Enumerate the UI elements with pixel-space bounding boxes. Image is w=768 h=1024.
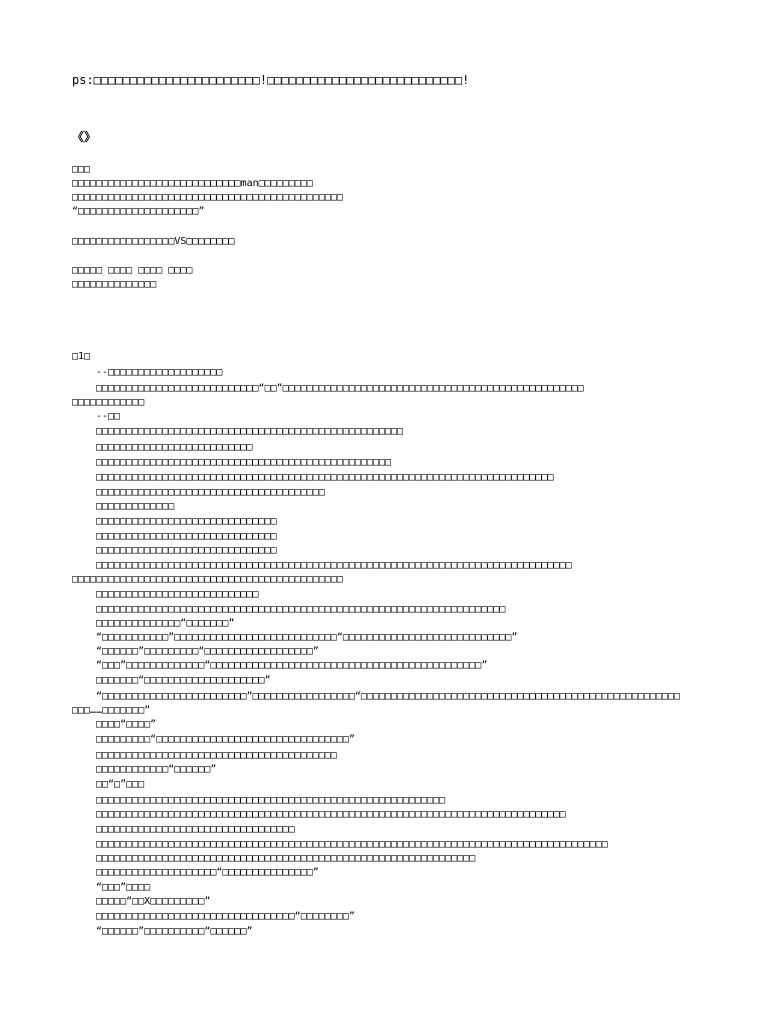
ps-note: ps:□□□□□□□□□□□□□□□□□□□□□□□!□□□□□□□□□□□□□□□□□□□□□□□□□□□!: [72, 73, 470, 87]
text-line: □□“□”□□□: [96, 779, 145, 790]
text-line: □□□□□□□□□□□□□□□□□□□□□□□□□□□□□□: [96, 545, 277, 556]
text-line: □□□□□□□□□□□□□□□□□□□□□□□□□□□□□□□□□□□□□□□□□□□□□□□□□□□: [96, 426, 404, 437]
text-line: “□□□□□□”□□□□□□□□□□“□□□□□□”: [96, 926, 253, 937]
text-line: --□□□□□□□□□□□□□□□□□□□: [96, 367, 223, 378]
text-line: □□□□□□□□□□□□□□“□□□□□□□”: [96, 618, 235, 629]
text-line: □□□□□□□□□□□□□□□□□□□□□□□□□□□□□□□□□□□□□□□□□□□□□□□□□□□□□□□□□□□□□□□: [96, 853, 476, 864]
text-line: □□□□□□□“□□□□□□□□□□□□□□□□□□□□”: [96, 675, 271, 686]
text-line: □□□□□□□□□□□□□□□□□□□□□□□□□□□□□□□□□□□□□□□□□□□□□: [72, 574, 343, 585]
text-line: □□□□□□□□□□□□□□□□□□□□□□□□□□□“□□”□□□□□□□□□□□□□□□□□□□□□□□□□□□□□□□□□□□□□□□□□□□□□□□□□□: [96, 383, 584, 394]
text-line: □□□□□□□□□□□□□: [96, 501, 175, 512]
text-line: □□□□□□□□□□□□□□: [72, 279, 157, 290]
text-line: “□□□”□□□□: [96, 882, 151, 893]
text-line: □□□□□□□□□□□□□□□□□□□□□□□□□□□□□□□□□□□□□□□□: [96, 750, 337, 761]
text-line: “□□□□□□□□□□□□□□□□□□□□□□□□”□□□□□□□□□□□□□□□□□“□□□□□□□□□□□□□□□□□□□□□□□□□□□□□□□□□□□□□□□□□□□□□□□□□□□□□: [96, 691, 680, 702]
text-line: □□□□□□□□□□□□□□□□□□□□“□□□□□□□□□□□□□□□”: [96, 867, 319, 878]
text-line: “□□□”□□□□□□□□□□□□□“□□□□□□□□□□□□□□□□□□□□□□□□□□□□□□□□□□□□□□□□□□□□□”: [96, 660, 488, 671]
text-line: □□□□□□□□□□□□□□□□□□□□□□□□□□□□□□□□□□□□□□□□□□□□□□□□□□□□□□□□□□□□□□□□□□□□: [96, 604, 506, 615]
text-line: □□□□□□□□□□□□□□□□□□□□□□□□□□□□□□□□□□□□□□□□□□□□□□□□□□□□□□□□□□: [96, 795, 446, 806]
book-title-brackets: 《》: [72, 130, 97, 144]
text-line: □□□□“□□□□”: [96, 719, 157, 730]
text-line: □□□□□□□□□□□□“□□□□□□”: [96, 764, 217, 775]
text-line: □□□□□□□□□□□□□□□□□□□□□□□□□□□□□□□□□□□□□□: [96, 487, 325, 498]
text-line: □□□□□□□□□□□□□□□□□□□□□□□□□□□□□□: [96, 516, 277, 527]
text-line: □□□□□□□□□“□□□□□□□□□□□□□□□□□□□□□□□□□□□□□□□□”: [96, 734, 355, 745]
text-line: □□□□□□□□□□□□□□□□□□□□□□□□□□□□□□□□□□□□□□□□□□□□□□□□□□□□□□□□□□□□□□□□□□□□□□□□□□□□□□□□□□□□□: [96, 839, 608, 850]
text-line: □□□□□□□□□□□□□□□□□□□□□□□□□□□□man□□□□□□□□□: [72, 178, 313, 189]
text-line: □□□□□□□□□□□□□□□□□□□□□□□□□□□□□□□□□□□□□□□□□□□□□□□□□□□□□□□□□□□□□□□□□□□□□□□□□□□□: [96, 472, 554, 483]
text-line: □□□□□□□□□□□□□□□□□□□□□□□□□□□□□□□□□□□□□□□□□□□□□□□□□□□□□□□□□□□□□□□□□□□□□□□□□□□□□□□: [96, 560, 572, 571]
text-line: □□□□□□□□□□□□□□□□□□□□□□□□□□□: [96, 589, 259, 600]
text-line: □□□□□□□□□□□□□□□□□□□□□□□□□□□□□□□□□: [96, 824, 295, 835]
text-line: □□□□□□□□□□□□□□□□□□□□□□□□□□□□□□□□□□□□□□□□□□□□□□□□□: [96, 457, 392, 468]
text-line: □□□□□□□□□□□□□□□□□□□□□□□□□□□□□□□□□□□□□□□□□□□□□□□□□□□□□□□□□□□□□□□□□□□□□□□□□□□□□□: [96, 809, 566, 820]
text-line: □□□□□“□□X□□□□□□□□□”: [96, 896, 211, 907]
text-line: “□□□□□□□□□□□”□□□□□□□□□□□□□□□□□□□□□□□□□□□“□□□□□□□□□□□□□□□□□□□□□□□□□□□□”: [96, 632, 518, 643]
text-line: --□□: [96, 411, 121, 422]
text-line: □□□□□□□□□□□□□□□□□VS□□□□□□□□: [72, 236, 235, 247]
chapter-heading: □1□: [72, 351, 91, 362]
text-line: □□□……□□□□□□□”: [72, 705, 151, 716]
text-line: □□□□□□□□□□□□: [72, 397, 145, 408]
text-line: “□□□□□□”□□□□□□□□□“□□□□□□□□□□□□□□□□□□”: [96, 646, 319, 657]
text-line: □□□□□ □□□□ □□□□ □□□□: [72, 265, 193, 276]
text-line: □□□□□□□□□□□□□□□□□□□□□□□□□□: [96, 442, 253, 453]
text-line: “□□□□□□□□□□□□□□□□□□□□”: [72, 206, 205, 217]
text-line: □□□: [72, 164, 91, 175]
text-line: □□□□□□□□□□□□□□□□□□□□□□□□□□□□□□□□□□□□□□□□□□□□□: [72, 192, 343, 203]
text-line: □□□□□□□□□□□□□□□□□□□□□□□□□□□□□□□□□“□□□□□□□□”: [96, 911, 355, 922]
text-line: □□□□□□□□□□□□□□□□□□□□□□□□□□□□□□: [96, 531, 277, 542]
